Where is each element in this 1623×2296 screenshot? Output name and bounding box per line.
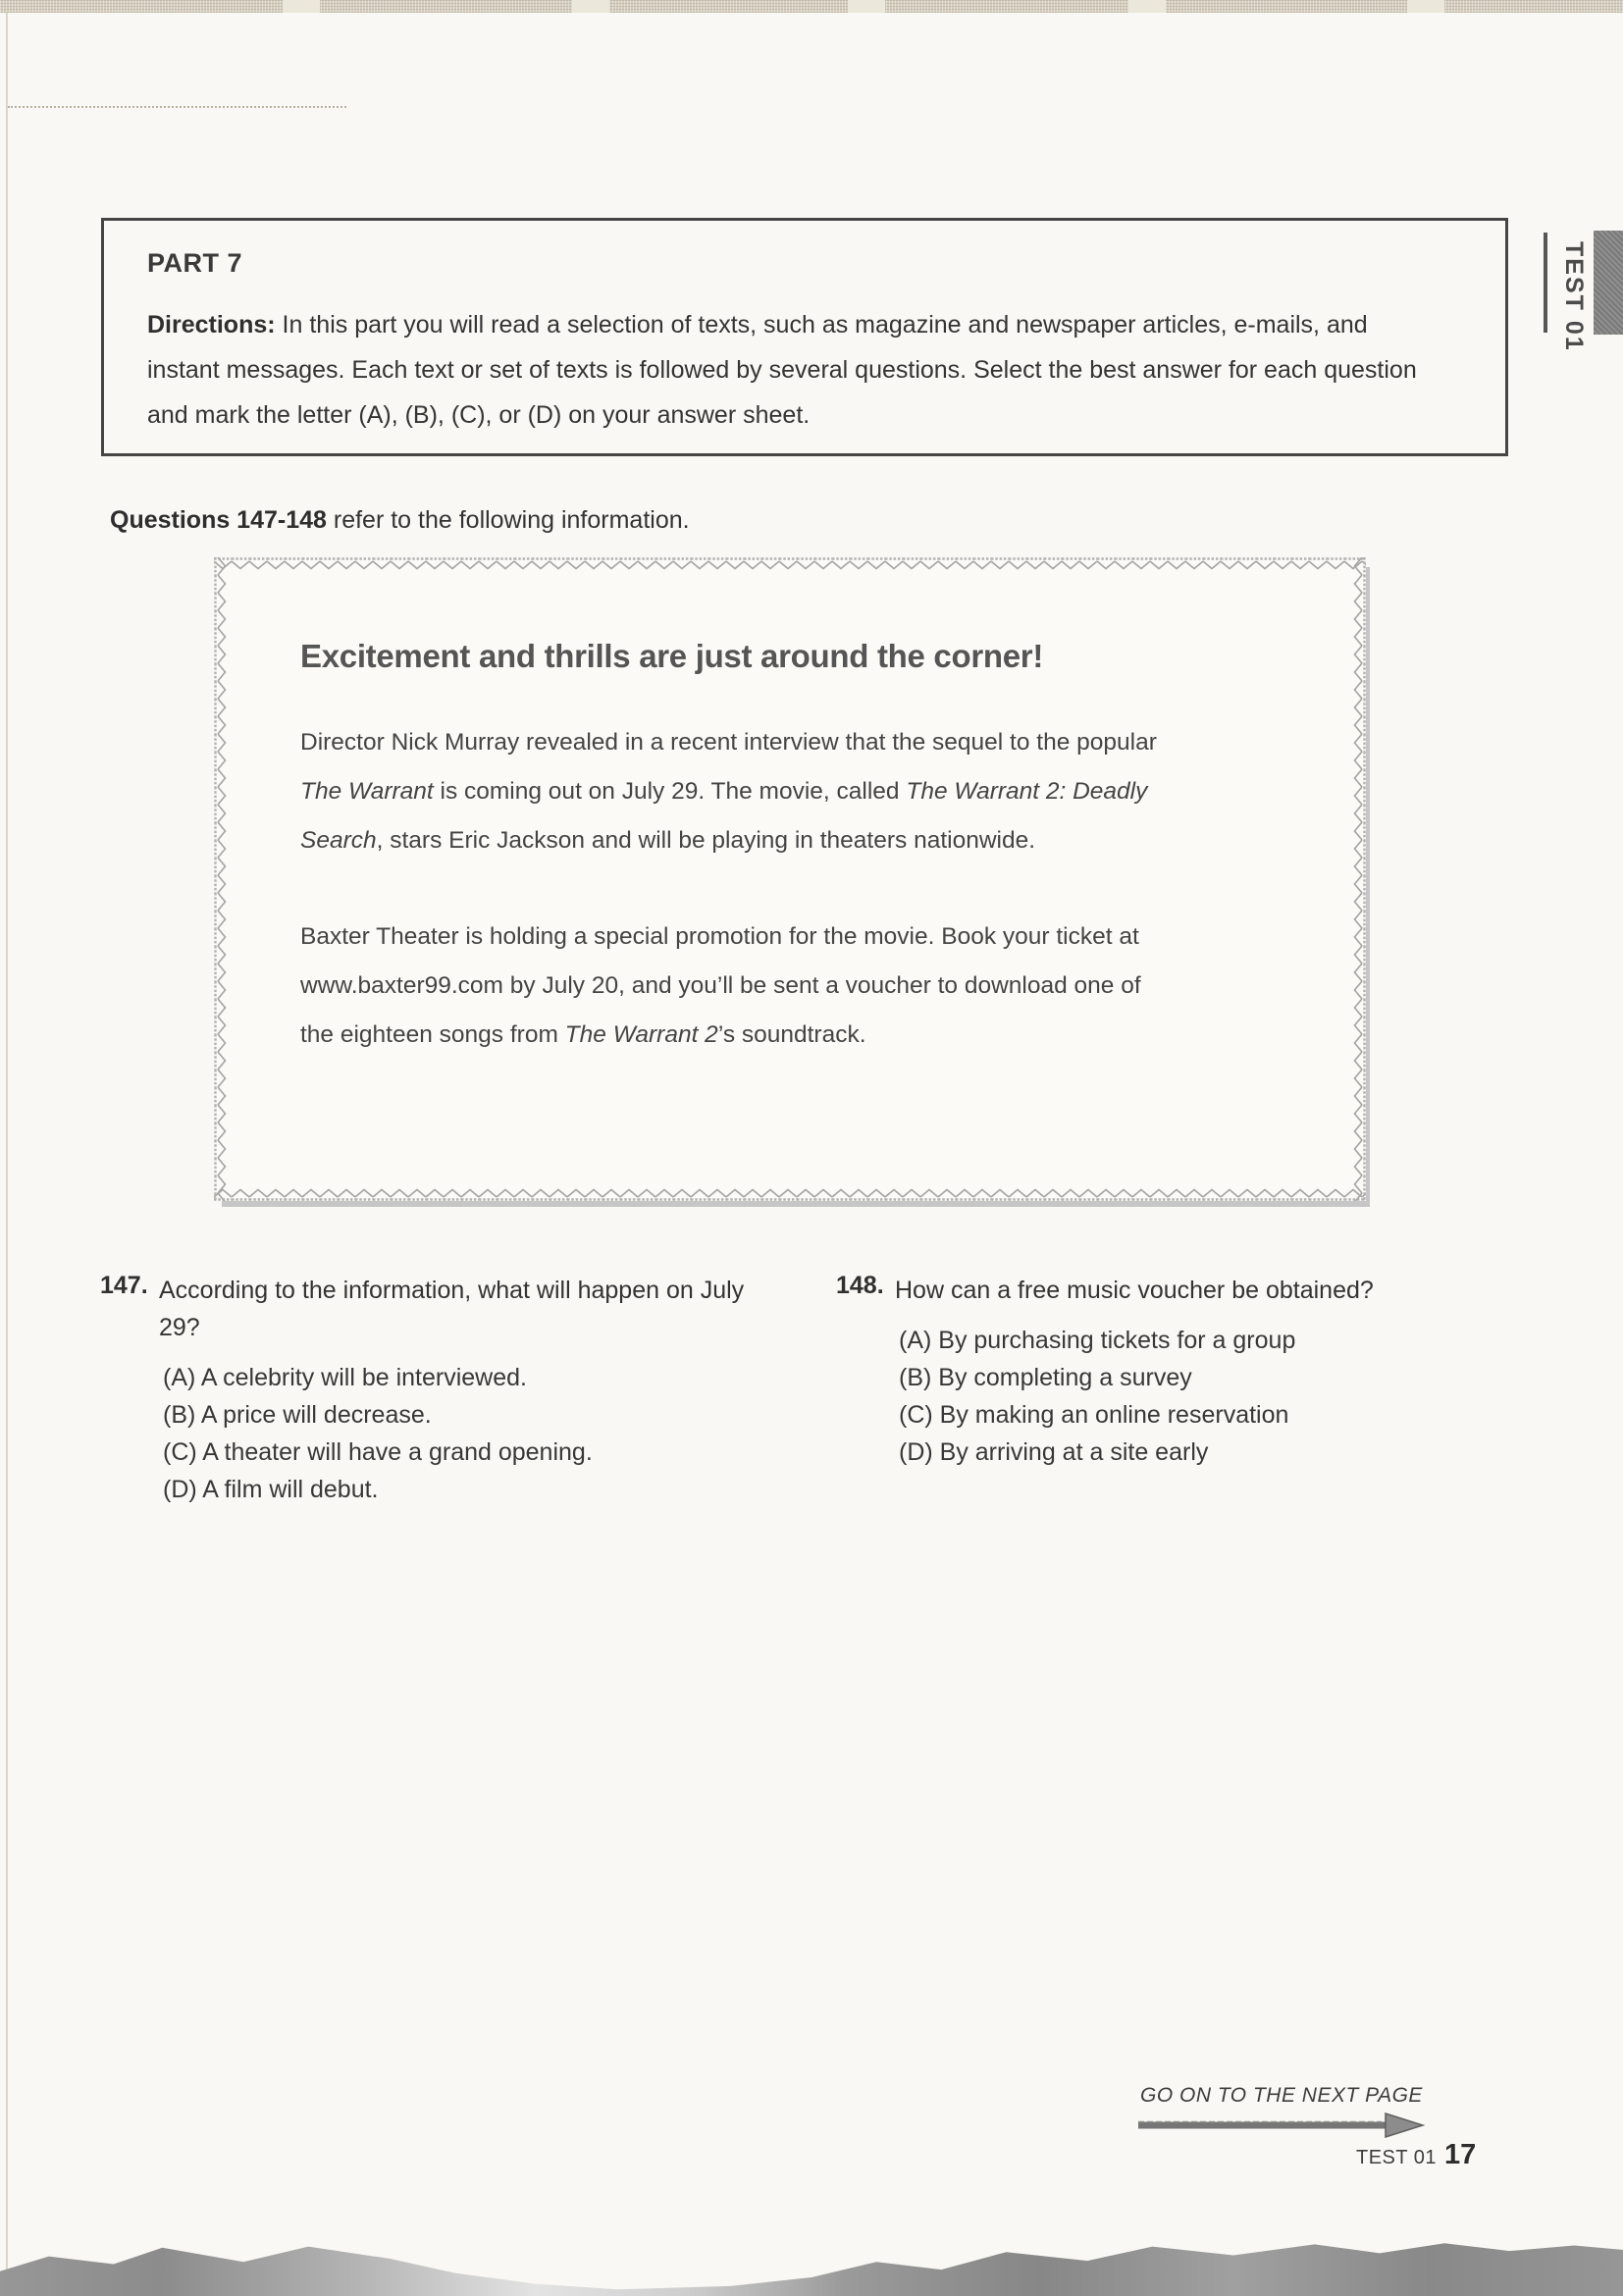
questions-section [100, 1272, 1533, 1508]
answer-option-b: (B) A price will decrease. [163, 1401, 432, 1429]
notice-box [214, 557, 1366, 1201]
movie-title-italic: The Warrant 2 [564, 1021, 718, 1048]
page-bottom-edge [0, 2241, 1623, 2296]
notice-headline: Excitement and thrills are just around the corner! [300, 638, 1044, 674]
answer-option-c: (C) A theater will have a grand opening. [163, 1438, 593, 1466]
question-text: According to the information, what will happen on July 29? [159, 1277, 745, 1341]
page-edge-block [1594, 231, 1623, 335]
directions-text: In this part you will read a selection of texts, such as magazine and newspaper articles, e-mails, and instant messages. Each text or set of texts is followed by several questions. Select the best answer for each question and mark the letter (A), (B), (C), or (D) on your answer sheet. [147, 311, 1417, 429]
page-top-edge [0, 0, 1623, 13]
text-run: ’s soundtrack. [717, 1021, 866, 1048]
question-options [895, 1322, 1533, 1471]
movie-title-italic: The Warrant 2: Deadly Search [300, 778, 1148, 854]
answer-option-a: (A) By purchasing tickets for a group [899, 1327, 1296, 1354]
page-edge-tab [1407, 0, 1444, 13]
left-page-edge-line [6, 13, 8, 2296]
question-number: 148. [836, 1272, 884, 1299]
side-tab-label: TEST 01 [1560, 241, 1588, 352]
question-147 [100, 1272, 797, 1508]
text-run: Baxter Theater is holding a special promotion for the movie. Book your ticket at www.baxter99.com by July 20, and you’ll be sent a voucher to download one of the eighteen songs from [300, 923, 1141, 1048]
page-edge-tab [283, 0, 320, 13]
zigzag-border-left [214, 557, 228, 1201]
next-page-arrow-icon [1136, 2110, 1425, 2139]
footer-test-label: TEST 01 [1356, 2147, 1438, 2168]
page-edge-tab [1128, 0, 1166, 13]
question-options [159, 1359, 797, 1508]
zigzag-border-top [214, 557, 1366, 571]
page-edge-tab [572, 0, 609, 13]
questions-ref [110, 506, 690, 535]
zigzag-border-right [1352, 557, 1366, 1201]
directions-paragraph [147, 302, 1442, 438]
questions-ref-range: Questions 147-148 [110, 506, 327, 534]
answer-option-b: (B) By completing a survey [899, 1364, 1192, 1391]
text-run: is coming out on July 29. The movie, called [433, 778, 907, 805]
question-number: 147. [100, 1272, 148, 1299]
answer-option-d: (D) By arriving at a site early [899, 1438, 1209, 1466]
answer-option-d: (D) A film will debut. [163, 1476, 379, 1503]
notice-paragraph-1 [300, 718, 1178, 865]
directions-box [101, 218, 1508, 456]
go-on-next-page-label: GO ON TO THE NEXT PAGE [1140, 2084, 1423, 2107]
movie-title-italic: The Warrant [300, 778, 434, 805]
text-run: Director Nick Murray revealed in a recent interview that the sequel to the popular [300, 729, 1157, 756]
zigzag-border-bottom [214, 1187, 1366, 1201]
answer-option-a: (A) A celebrity will be interviewed. [163, 1364, 527, 1391]
text-run: , stars Eric Jackson and will be playing in theaters nationwide. [376, 827, 1036, 854]
notice-content [214, 557, 1366, 1060]
questions-ref-text: refer to the following information. [326, 506, 690, 534]
question-148 [836, 1272, 1533, 1508]
question-body [159, 1272, 797, 1508]
side-tab-rule [1544, 233, 1547, 333]
question-body [895, 1272, 1533, 1471]
question-text: How can a free music voucher be obtained? [895, 1277, 1374, 1304]
top-dotted-line [8, 106, 346, 108]
directions-label: Directions: [147, 311, 276, 339]
page-edge-tab [848, 0, 885, 13]
notice-paragraph-2 [300, 913, 1178, 1060]
part-title: PART 7 [147, 248, 243, 278]
answer-option-c: (C) By making an online reservation [899, 1401, 1289, 1429]
footer-page-number: 17 [1444, 2139, 1477, 2170]
